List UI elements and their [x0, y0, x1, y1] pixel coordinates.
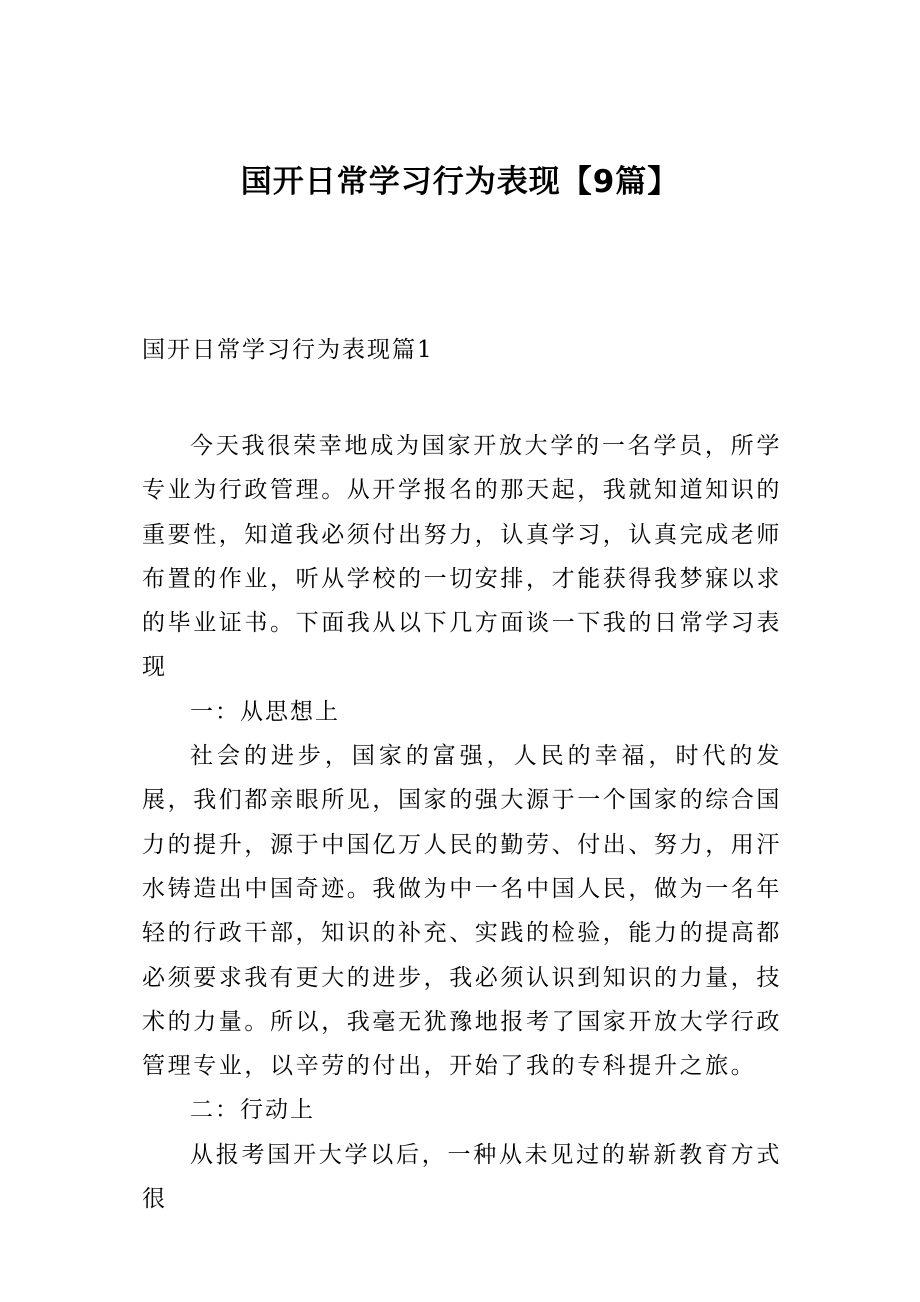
- paragraph-intro: 今天我很荣幸地成为国家开放大学的一名学员，所学专业为行政管理。从开学报名的那天起，我就知道知识的重要性，知道我必须付出努力，认真学习，认真完成老师布置的作业，听从学校的一切安排，才能获得我梦寐以求的毕业证书。下面我从以下几方面谈一下我的日常学习表现: [142, 433, 782, 681]
- document-body: [142, 424, 782, 1221]
- document-title: 国开日常学习行为表现【9篇】: [240, 164, 680, 200]
- paragraph-thought: 社会的进步，国家的富强，人民的幸福，时代的发展，我们都亲眼所见，国家的强大源于一个国家的综合国力的提升，源于中国亿万人民的勤劳、付出、努力，用汗水铸造出中国奇迹。我做为中一名中国人民，做为一名年轻的行政干部，知识的补充、实践的检验，能力的提高都必须要求我有更大的进步，我必须认识到知识的力量，技术的力量。所以，我毫无犹豫地报考了国家开放大学行政管理专业，以辛劳的付出，开始了我的专科提升之旅。: [142, 743, 782, 1080]
- section-heading: 国开日常学习行为表现篇1: [142, 337, 434, 363]
- subheading-thought: 一：从思想上: [190, 698, 340, 725]
- subheading-action: 二：行动上: [190, 1097, 315, 1124]
- paragraph-action: 从报考国开大学以后，一种从未见过的崭新教育方式很: [142, 1141, 782, 1213]
